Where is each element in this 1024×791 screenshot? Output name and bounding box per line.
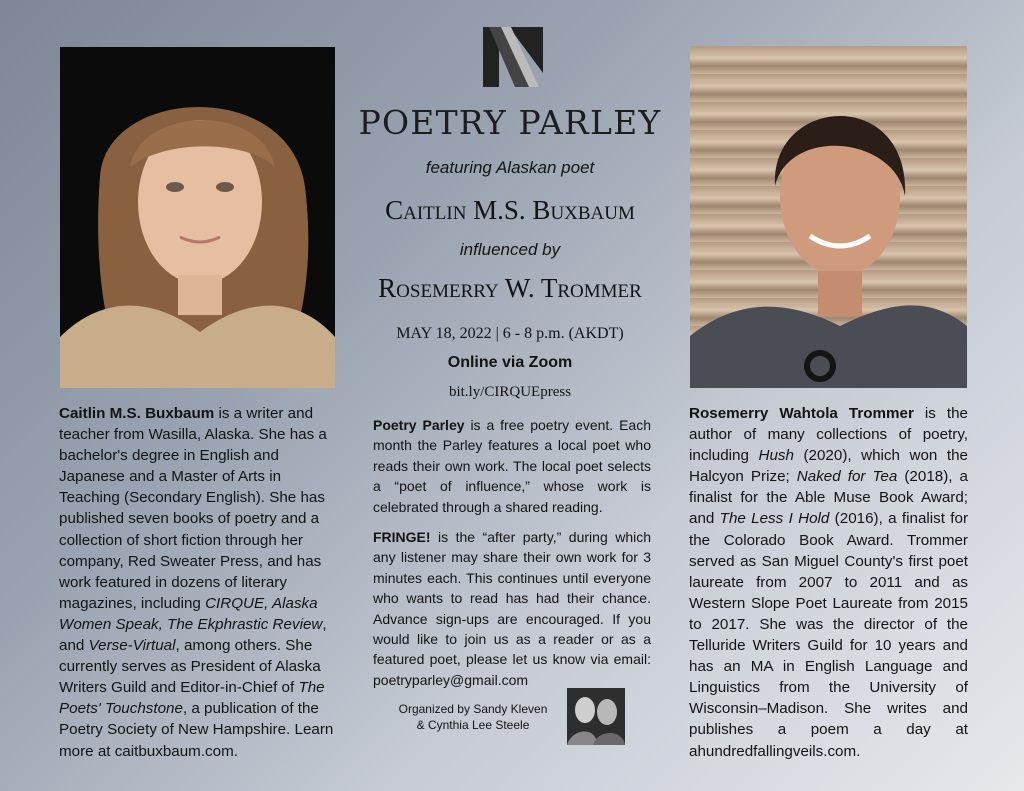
bio-text: is a writer and teacher from Wasilla, Alaska. She has a bachelor's degree in English and Japanese and a Master of Arts in Teaching (Secondary English). She has published seven books of poetry and a collection of short fiction through her company, Red Sweater Press, and has work featured in dozens of literary magazines, including [59,405,327,612]
rosemerry-bio [689,403,968,762]
bio-text: , a publication of the Poetry Society of New Hampshire. Learn more at caitbuxbaum.com. [59,700,334,760]
organizers-credit [385,701,561,733]
rosemerry-bio-name: Rosemerry Wahtola Trommer [689,405,914,422]
poetry-parley-description [373,415,651,517]
bio-text: (2016), a finalist for the Colorado Book Award. Trommer served as San Miguel County's first poet laureate from 2007 to 2011 and as Western Slope Poet Laureate from 2015 to 2017. She was the director of the Telluride Writers Guild for 10 years and has an MA in English Language and Linguistics from the University of Wisconsin–Madison. She writes and publishes a poem a day at ahundredfallingveils.com. [689,510,968,760]
fringe-text: is the “after party,” during which any listener may share their own work for 3 minutes each. This continues until everyone who wants to read has had their chance. Advance sign-ups are encouraged. If you would like to join us as a reader or as a featured poet, please let us know via email: poetryparley@gmail.com [373,529,651,688]
organizers-line-2: & Cynthia Lee Steele [416,718,530,732]
event-title: POETRY PARLEY [358,103,662,142]
organizers-photo [567,688,625,745]
bio-italic: Hush [758,447,794,465]
bio-text: is the author of many collections of poetry, including [689,405,968,465]
bio-text: (2018), a finalist for the Able Muse Book Award; and [689,468,968,528]
fringe-label: FRINGE! [373,529,431,545]
bio-italic: Verse-Virtual [88,637,176,655]
poetry-parley-label: Poetry Parley [373,417,465,433]
organizers-line-1: Organized by Sandy Kleven [398,702,548,716]
bio-italic: Naked for Tea [796,468,898,486]
influenced-by-line: influenced by [459,240,561,259]
caitlin-portrait [60,47,335,388]
rosemerry-portrait [690,46,967,388]
fringe-description [373,527,651,690]
organizers-photo-image [567,688,625,745]
event-date: MAY 18, 2022 | 6 - 8 p.m. (AKDT) [396,325,624,342]
bio-italic: The Less I Hold [719,510,830,528]
featuring-line: featuring Alaskan poet [425,158,595,177]
bio-text: (2020), which won the Halcyon Prize; [689,447,968,486]
bio-text: , and [59,615,327,655]
caitlin-portrait-image [60,47,335,388]
poetry-parley-logo [481,25,545,94]
event-link[interactable]: bit.ly/CIRQUEpress [448,384,572,400]
poetry-parley-text: is a free poetry event. Each month the Parley features a local poet who reads their own work. The local poet selects a “poet of influence,” whose work is celebrated through a shared reading. [373,417,651,515]
bio-italic: CIRQUE, Alaska Women Speak, The Ekphrastic Review [59,594,323,633]
event-location: Online via Zoom [447,354,573,371]
bio-text: , among others. She currently serves as President of Alaska Writers Guild and Editor-in-Chief of [59,637,321,697]
bio-italic: The Poets' Touchstone [59,679,325,718]
rosemerry-portrait-image [690,46,967,388]
caitlin-bio-name: Caitlin M.S. Buxbaum [59,405,215,422]
logo-mark-icon [481,25,545,89]
caitlin-bio [59,403,337,762]
featured-poet-name: Caitlin M.S. Buxbaum [385,195,635,225]
influence-poet-name: Rosemerry W. Trommer [378,273,642,303]
